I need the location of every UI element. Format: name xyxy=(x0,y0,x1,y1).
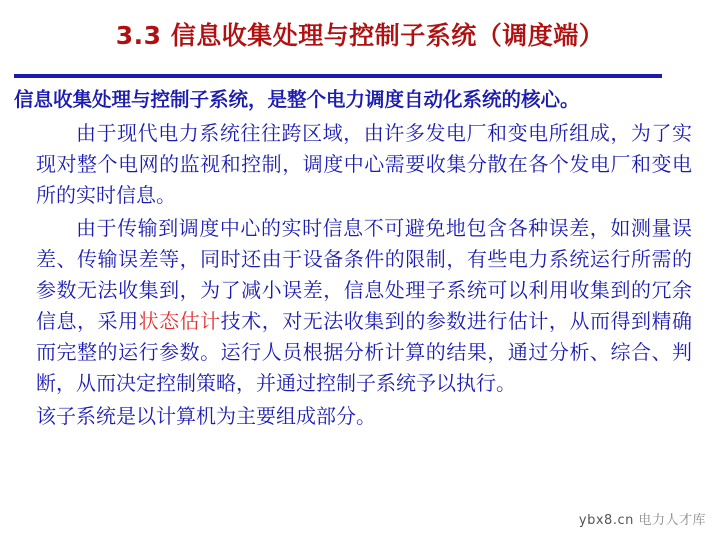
body-text-run: 该子系统是以计算机为主要组成部分。 xyxy=(36,404,376,428)
body-text-run: 技术，对无法收集到的参数进行估计，从而得到精确而完整的运行参数。运行人员根据分析计算的结果，通过分析、综合、判断，从而决定控制策略，并通过控制子系统予以执行。 xyxy=(36,309,693,395)
body-paragraph xyxy=(36,118,692,211)
highlighted-term: 状态估计 xyxy=(138,309,221,333)
watermark-id: ybx8.cn xyxy=(578,513,634,528)
watermark-name: 电力人才库 xyxy=(638,513,706,528)
body-paragraph xyxy=(36,401,692,432)
slide-title: 3.3 信息收集处理与控制子系统（调度端） xyxy=(115,21,605,50)
watermark xyxy=(579,509,706,528)
lead-statement: 信息收集处理与控制子系统，是整个电力调度自动化系统的核心。 xyxy=(14,88,580,111)
title-divider xyxy=(14,74,662,78)
body-paragraph xyxy=(36,213,692,399)
body-text-run: 由于现代电力系统往往跨区域，由许多发电厂和变电所组成，为了实现对整个电网的监视和控制，调度中心需要收集分散在各个发电厂和变电所的实时信息。 xyxy=(36,121,692,207)
slide-body xyxy=(36,118,692,434)
body-text-run: 由于传输到调度中心的实时信息不可避免地包含各种误差，如测量误差、传输误差等，同时还由于设备条件的限制，有些电力系统运行所需的参数无法收集到，为了减小误差，信息处理子系统可以利用收集到的冗余信息，采用 xyxy=(36,216,692,333)
